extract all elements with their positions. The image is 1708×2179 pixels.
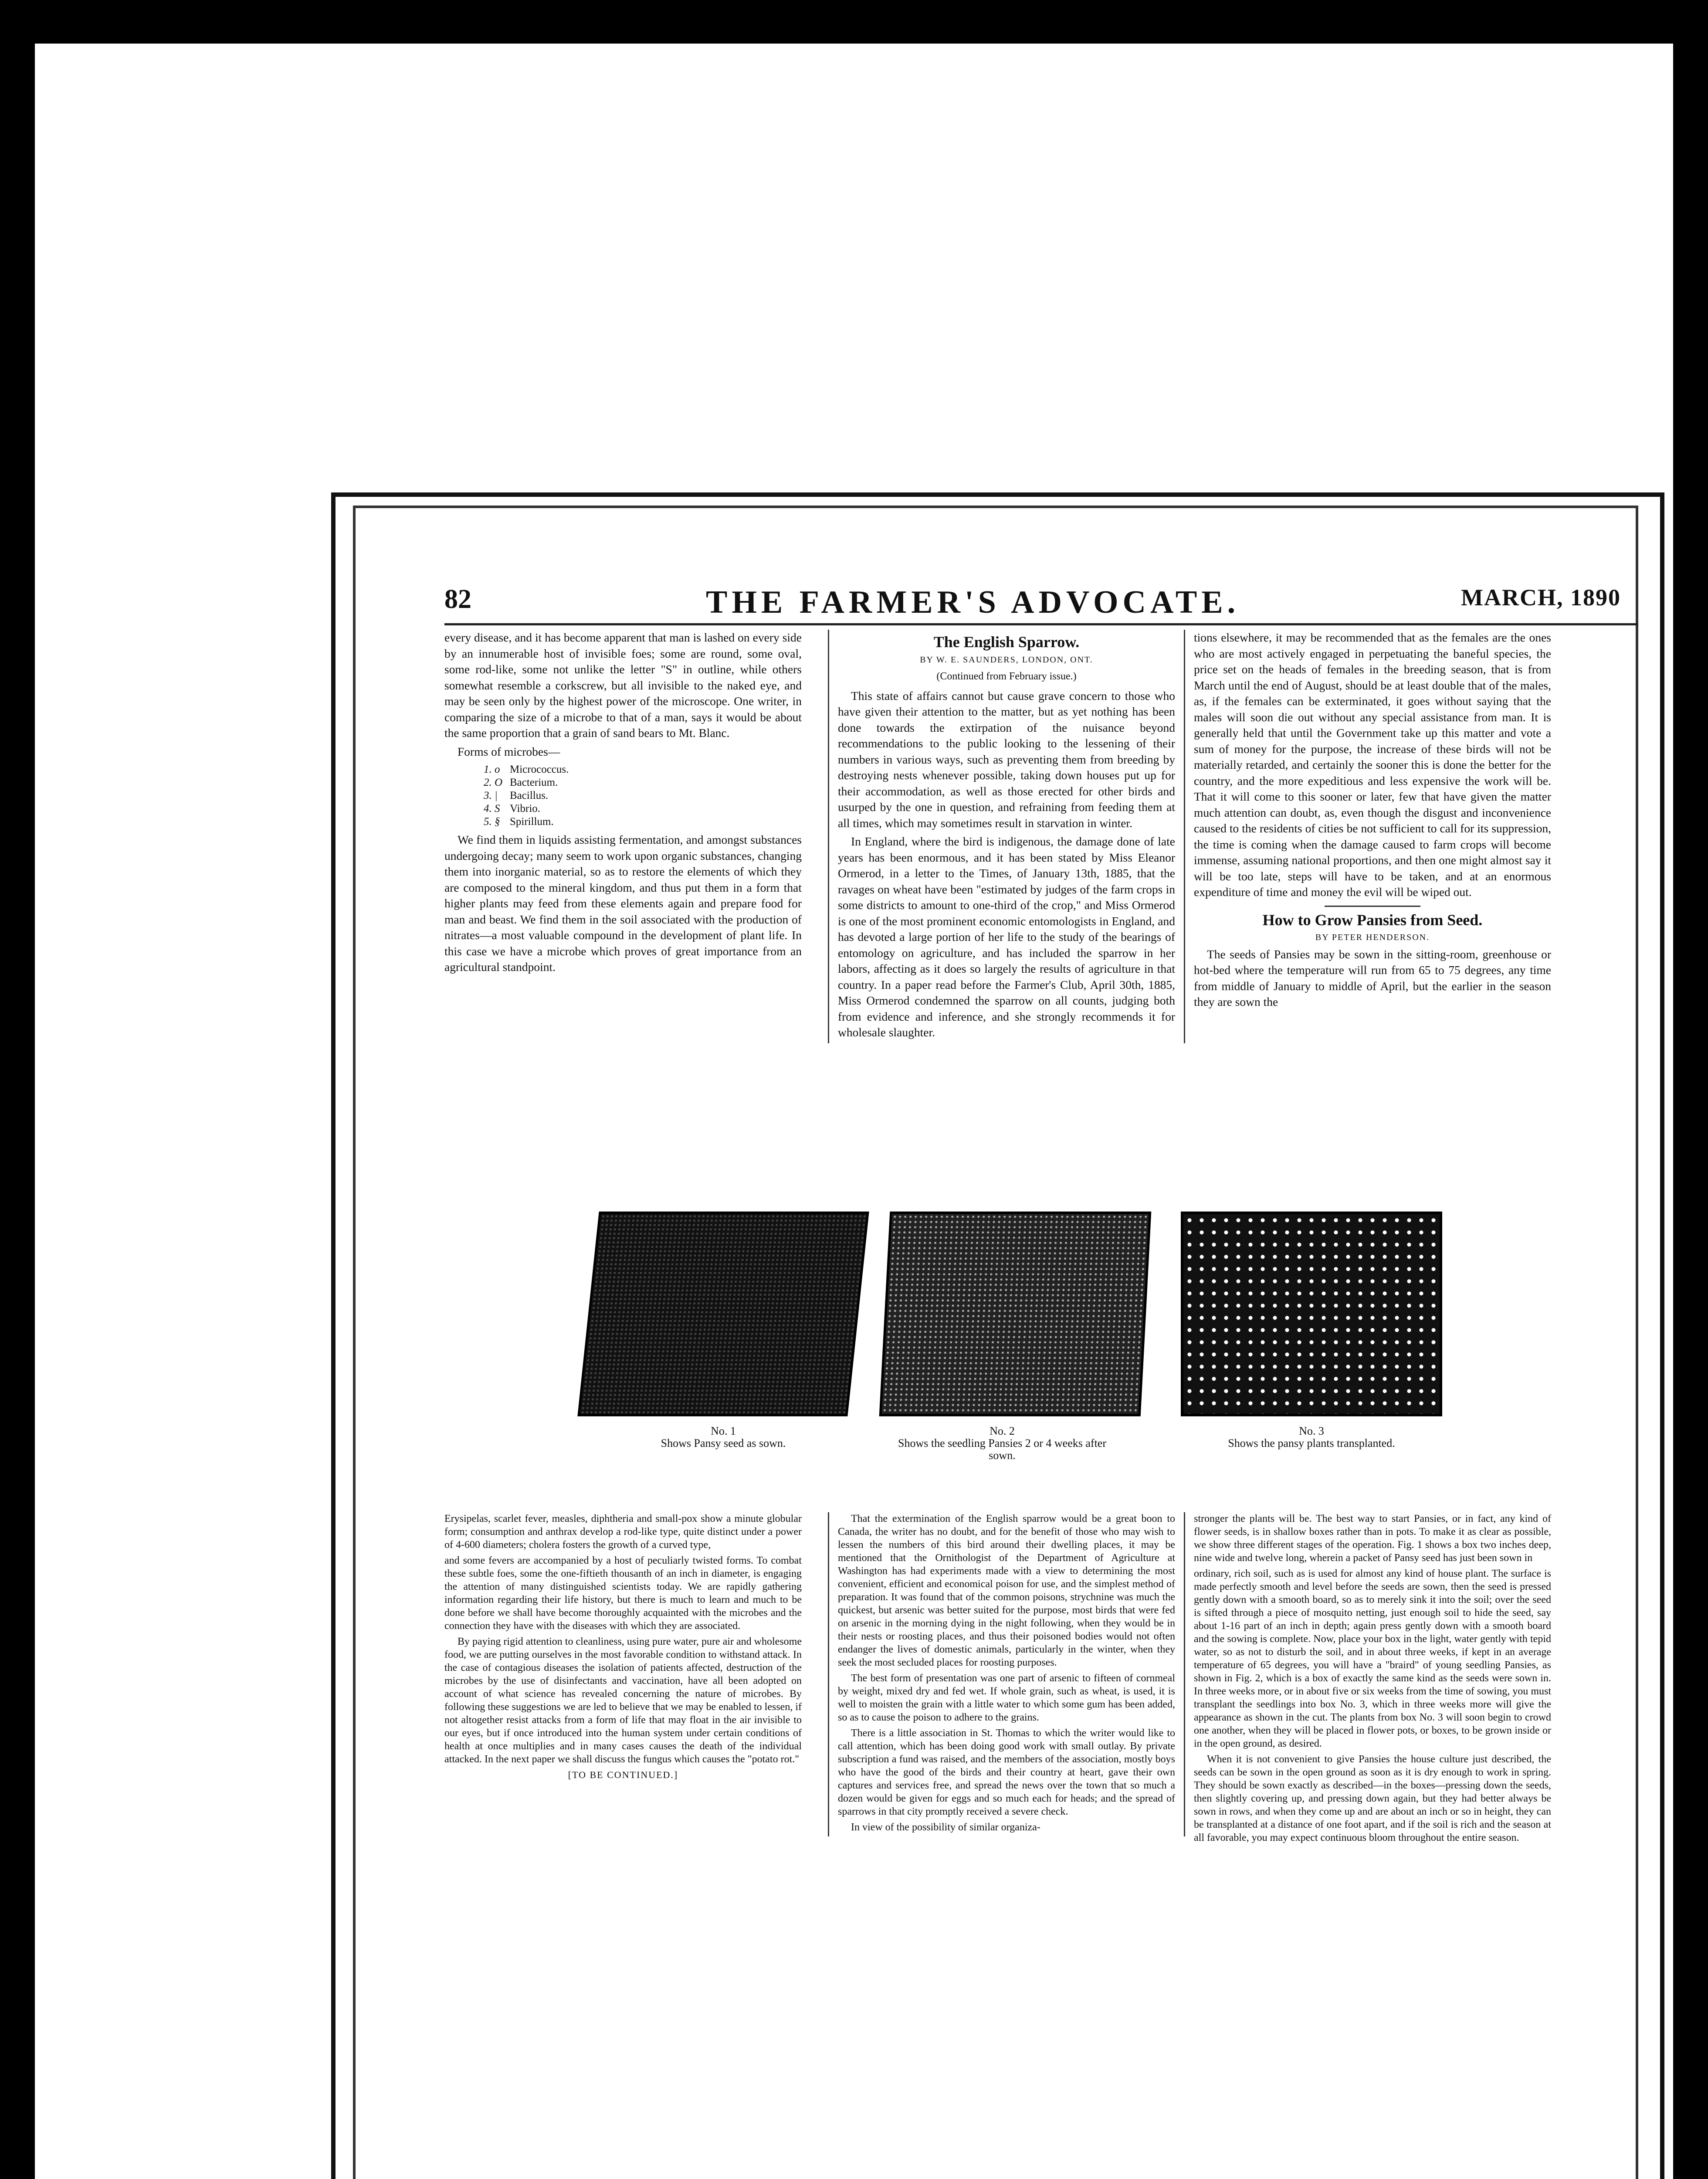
page-header — [444, 584, 1638, 623]
column-1-top — [444, 630, 802, 978]
list-item: 2. O Bacterium. — [484, 777, 558, 788]
article-paragraph: In England, where the bird is indigenous, the damage done of late years has been enormous, and it has been stated by Miss Eleanor Ormerod, in a letter to the Times, of January 13th, 1885, that the ravages on wheat have been "estimated by judges of the farm crops in some districts to amount to one-third of the crop," and Miss Ormerod is one of the most prominent economic entomologists in England, and has devoted a large portion of her life to the study of the bearings of entomology on agriculture, and has included the sparrow in her labors, affecting as it does so largely the results of agriculture in that country. In a paper read before the Farmer's Club, April 30th, 1885, Miss Ormerod condemned the sparrow on all counts, judging both from evidence and inference, and she strongly recommends it for wholesale slaughter. — [838, 835, 1175, 1039]
article-paragraph: There is a little association in St. Thomas to which the writer would like to call attention, which has been doing good work with small outlay. By private subscription a fund was raised, and the members of the association, mostly boys who have the good of the birds and their country at heart, gave their own captures and services free, and spread the news over the town that so much a dozen would be given for eggs and so much each for heads; and the spread of sparrows in that city promptly received a severe check. — [838, 1728, 1175, 1817]
microbe-forms-list — [484, 763, 802, 828]
article-paragraph: The best form of presentation was one part of arsenic to fifteen of cornmeal by weight, mixed dry and fed wet. If whole grain, such as wheat, is used, it is well to moisten the grain with a little water to which some gum has been added, so as to cause the poison to adhere to the grains. — [838, 1673, 1175, 1723]
figure-caption: No. 3 Shows the pansy plants transplanted. — [1228, 1425, 1395, 1449]
microbe-forms-title: Forms of microbes— — [458, 744, 560, 758]
article-paragraph: ordinary, rich soil, such as is used for almost any kind of house plant. The surface is made perfectly smooth and level before the seeds are sown, then the seed is pressed gently down with a smooth board, so as to merely sink it into the soil; over the seed is sifted through a piece of mosquito netting, just enough soil to hide the seed, say about 1-16 part of an inch in depth; again press gently down with a smooth board and the sowing is complete. Now, place your box in the light, water gently with tepid water, so as not to disturb the soil, and in about three weeks, if kept in an average temperature of 65 degrees, you will have a "braird" of young seedling Pansies, as shown in Fig. 2, which is a box of exactly the same kind as the seeds were sown in. In three weeks more, or in about five or six weeks from the time of sowing, you must transplant the seedlings into box No. 3, which in three weeks more will give the appearance as shown in the cut. The plants from box No. 3 will soon begin to crowd one another, when they will be placed in flower pots, or boxes, to be grown inside or in the open ground, as desired. — [1194, 1568, 1551, 1749]
left-scan-border — [0, 0, 35, 2179]
article-paragraph: The seeds of Pansies may be sown in the sitting-room, greenhouse or hot-bed where the temperature will run from 65 to 75 degrees, any time from middle of January to middle of April, but the earlier in the season they are sown the — [1194, 947, 1551, 1008]
column-3-top — [1194, 630, 1551, 1013]
column-1-bottom — [444, 1512, 802, 1782]
article-title-pansies: How to Grow Pansies from Seed. — [1262, 911, 1483, 929]
masthead-title: THE FARMER'S ADVOCATE. — [706, 584, 1240, 620]
article-paragraph: stronger the plants will be. The best way to start Pansies, or in fact, any kind of flower seeds, is in shallow boxes rather than in pots. To make it as clear as possible, we show three different stages of the operation. Fig. 1 shows a box two inches deep, nine wide and twelve long, wherein a packet of Pansy seed has just been sown in — [1194, 1513, 1551, 1564]
figure-caption: No. 2 Shows the seedling Pansies 2 or 4 weeks after sown. — [898, 1425, 1107, 1462]
article-title-sparrow: The English Sparrow. — [933, 633, 1080, 651]
article-paragraph: That the extermination of the English sparrow would be a great boon to Canada, the writer has no doubt, and for the benefit of those who may wish to lessen the numbers of this bird around their dwelling places, it may be mentioned that the Ornithologist of the Department of Agriculture at Washington has had experiments made with a view to determining the most convenient, efficient and economical poison for use, and the simplest method of preparation. It was found that of the common poisons, strychnine was much the quickest, but arsenic was better suited for the purpose, most birds that were fed on arsenic in the morning dying in the night following, when they would be in their nests or roosting places, and thus their poisoned bodies would not often endanger the lives of domestic animals, particularly in the winter, when they seek the most secluded places for roosting purposes. — [838, 1513, 1175, 1668]
column-3-bottom — [1194, 1512, 1551, 1847]
issue-date: MARCH, 1890 — [1461, 584, 1621, 611]
article-byline: BY W. E. SAUNDERS, LONDON, ONT. — [920, 655, 1093, 665]
header-rule — [444, 623, 1638, 625]
right-scan-border — [1673, 0, 1708, 2179]
newspaper-page — [444, 567, 1638, 2144]
to-be-continued-note: [TO BE CONTINUED.] — [568, 1769, 678, 1780]
list-item: 4. S Vibrio. — [484, 803, 541, 815]
list-item: 1. o Micrococcus. — [484, 764, 569, 775]
continued-note: (Continued from February issue.) — [936, 671, 1077, 682]
article-divider — [1325, 906, 1420, 907]
article-paragraph: We find them in liquids assisting fermentation, and amongst substances undergoing decay; many seem to work upon organic substances, changing them into inorganic material, so as to restore the elements of which they are composed to the mineral kingdom, and thus put them in a form that higher plants may feed from these elements again and prepare food for man and beast. We find them in the soil associated with the production of nitrates—a most valuable compound in the development of plant life. In this case we have a microbe which proves of great importance from an agricultural standpoint. — [444, 833, 802, 974]
transplant-tray-image — [1181, 1212, 1442, 1416]
seed-tray-image — [577, 1212, 869, 1416]
list-item: 5. § Spirillum. — [484, 816, 554, 828]
figure-caption: No. 1 Shows Pansy seed as sown. — [661, 1425, 786, 1449]
article-byline: BY PETER HENDERSON. — [1315, 933, 1430, 942]
article-paragraph: When it is not convenient to give Pansies the house culture just described, the seeds can be sown in the open ground as soon as it is dry enough to work in spring. They should be sown exactly as described—in the boxes—pressing down the seeds, then slightly covering up, and pressing down again, but they had better always be sown in rows, and when they come up and are about an inch or so in height, they can be transplanted at a distance of one foot apart, and if the soil is rich and the season at all favorable, you may expect continuous bloom throughout the entire season. — [1194, 1754, 1551, 1843]
pansy-figures — [588, 1212, 1451, 1508]
article-paragraph: By paying rigid attention to cleanliness, using pure water, pure air and wholesome food, we are putting ourselves in the most favorable condition to withstand attack. In the case of contagious diseases the isolation of patients affected, destruction of the microbes by the use of disinfectants and vaccination, have all been adopted on account of what science has revealed concerning the nature of microbes. By following these suggestions we are led to believe that we may be enabled to lessen, if not altogether resist attacks from a form of life that may float in the air invisible to our eyes, but if once introduced into the human system under certain conditions of health at once multiplies and in many cases causes the death of the individual attacked. In the next paper we shall discuss the fungus which causes the "potato rot." — [444, 1636, 802, 1765]
article-paragraph: Erysipelas, scarlet fever, measles, diphtheria and small-pox show a minute globular form; consumption and anthrax develop a rod-like type, quite distinct under a power of 4-600 diameters; cholera fosters the growth of a curved type, — [444, 1513, 802, 1551]
column-2-bottom — [828, 1512, 1185, 1836]
page-number: 82 — [444, 584, 471, 614]
seedling-tray-image — [879, 1212, 1152, 1416]
article-paragraph: tions elsewhere, it may be recommended that as the females are the ones who are most actively engaged in perpetuating the baneful species, the price set on the heads of females in the breeding season, that is from March until the end of August, should be at least double that of the males, as, if the females can be exterminated, it goes without saying that the males will soon die out without any special assistance from man. It is generally held that until the Government take up this matter and vote a sum of money for the purpose, the increase of these birds will not be materially retarded, and certainly the sooner this is done the better for the country, and the more expeditious and less expensive the work will be. That it will come to this sooner or later, few that have given the matter much attention can doubt, as, even though the disgust and inconvenience caused to the residents of cities be not sufficient to call for its suppression, the time is coming when the damage caused to farm crops will become immense, assuming national proportions, and then one might almost say it will be too late, steps will have to be taken, and at an enormous expenditure of time and money the evil will be wiped out. — [1194, 631, 1551, 899]
column-2-top — [828, 630, 1185, 1043]
article-paragraph: In view of the possibility of similar organiza- — [851, 1822, 1040, 1833]
article-paragraph: every disease, and it has become apparent that man is lashed on every side by an innumerable host of invisible foes; some are round, some oval, some rod-like, some not unlike the letter "S" in outline, while others somewhat resemble a corkscrew, but all invisible to the naked eye, and may be seen only by the highest power of the microscope. One writer, in comparing the size of a microbe to that of a man, says it would be about the same proportion that a grain of sand bears to Mt. Blanc. — [444, 631, 802, 740]
article-paragraph: and some fevers are accompanied by a host of peculiarly twisted forms. To combat these subtle foes, some the one-fiftieth thousanth of an inch in diameter, is engaging the attention of many distinguished scientists today. We are rapidly gathering information regarding their life history, but there is much to learn and much to be done before we shall have become thoroughly acquainted with the microbes and the connection they have with the diseases with which they are associated. — [444, 1555, 802, 1632]
article-paragraph: This state of affairs cannot but cause grave concern to those who have given their attention to the matter, but as yet nothing has been done towards the extirpation of the nuisance beyond recommendations to the public looking to the lessening of their numbers in various ways, such as preventing them from breeding by destroying nests whenever possible, taking down houses put up for their accommodation, as well as those erected for other birds and usurped by the one in question, and refraining from feeding them at all times, which may sometimes result in starvation in winter. — [838, 689, 1175, 830]
list-item: 3. | Bacillus. — [484, 790, 549, 801]
